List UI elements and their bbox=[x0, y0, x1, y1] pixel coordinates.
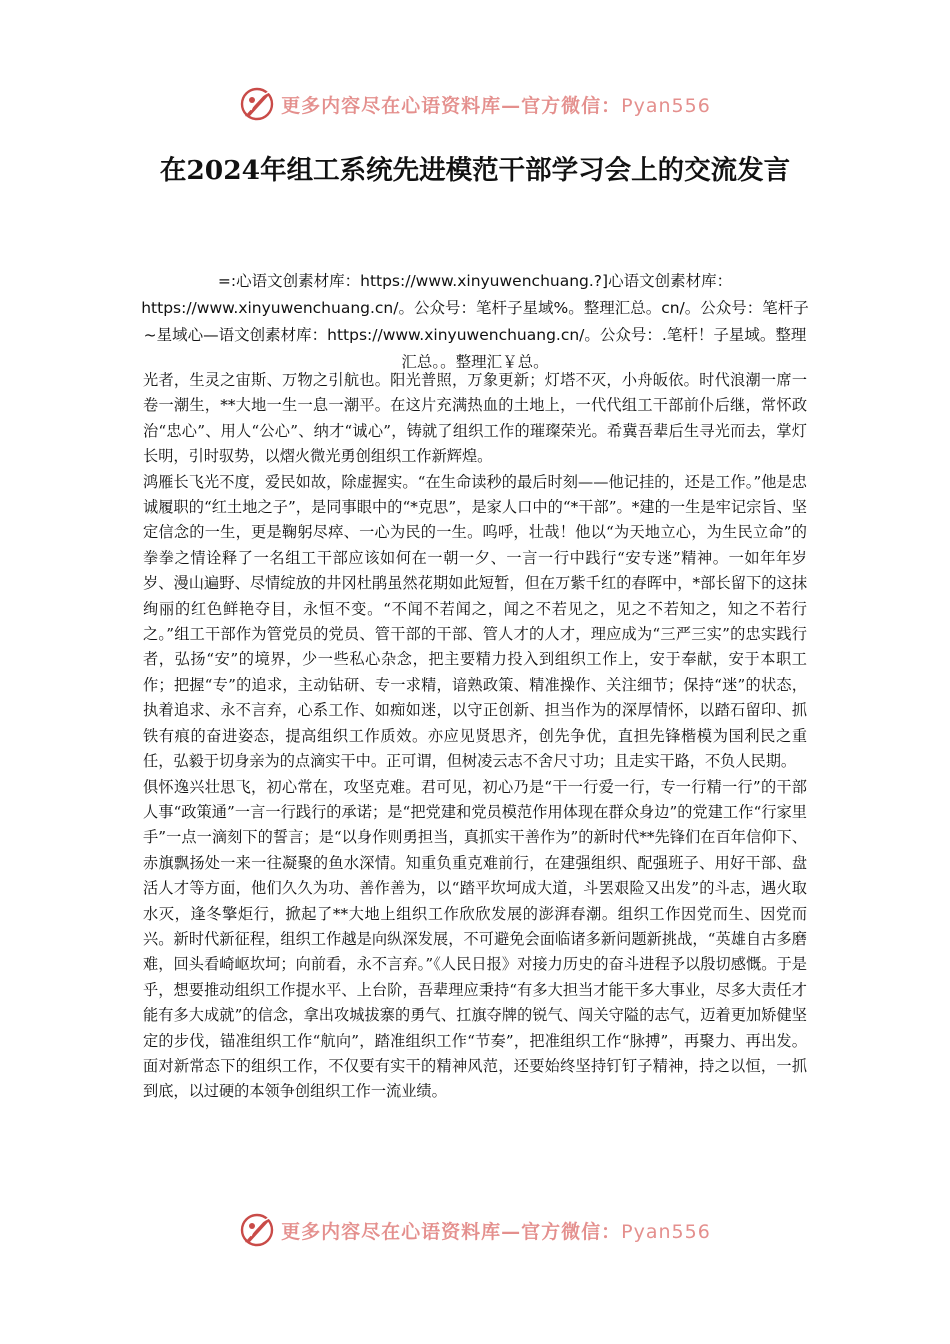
banner-wechat-id: Pyan556 bbox=[621, 1220, 711, 1243]
banner-text-cn: 更多内容尽在心语资料库—官方微信： bbox=[281, 1220, 622, 1243]
header-banner bbox=[0, 84, 950, 124]
body-paragraph: 光者，生灵之宙斯、万物之引航也。阳光普照，万象更新；灯塔不灭，小舟皈依。时代浪潮一席一卷一潮生，**大地一生一息一潮平。在这片充满热血的土地上，一代代组工干部前仆后继，常怀政治“忠心”、用人“公心”、纳才“诚心”，铸就了组织工作的璀璨荣光。希冀吾辈后生寻光而去，掌灯长明，引时驭势，以熠火微光勇创组织工作新辉煌。 bbox=[143, 371, 807, 466]
footer-banner bbox=[0, 1210, 950, 1250]
banner-wechat-id: Pyan556 bbox=[621, 94, 711, 117]
document-body bbox=[143, 368, 807, 1105]
quill-logo-icon bbox=[239, 1212, 275, 1248]
source-line: =:心语文创素材库：https://www.xinyuwenchuang.?]心语文创素材库：https://www.xinyuwenchuang.cn/。公众号：笔杆子星域%。整理汇总。cn/。公众号：笔杆子~星域心—语文创素材库：https://www.xinyuwenchuang.cn/。公众号：.笔杆！子星域。整理汇总。。整理汇￥总。 bbox=[141, 272, 809, 371]
body-paragraph: 鸿雁长飞光不度，爱民如故，除虚握实。“在生命读秒的最后时刻——他记挂的，还是工作。”他是忠诚履职的“红土地之子”，是同事眼中的“*克思”，是家人口中的“*干部”。*建的一生是牢记宗旨、坚定信念的一生，更是鞠躬尽瘁、一心为民的一生。呜呼，壮哉！他以“为天地立心，为生民立命”的拳拳之情诠释了一名组工干部应该如何在一朝一夕、一言一行中践行“安专迷”精神。一如年年岁岁、漫山遍野、尽情绽放的井冈杜鹃虽然花期如此短暂，但在万紫千红的春晖中，*部长留下的这抹绚丽的红色鲜艳夺目，永恒不变。“不闻不若闻之，闻之不若见之，见之不若知之，知之不若行之。”组工干部作为管党员的党员、管干部的干部、管人才的人才，理应成为“三严三实”的忠实践行者，弘扬“安”的境界，少一些私心杂念，把主要精力投入到组织工作上，安于奉献，安于本职工作；把握“专”的追求，主动钻研、专一求精，谙熟政策、精准操作、关注细节；保持“迷”的状态，执着追求、永不言弃，心系工作、如痴如迷，以守正创新、担当作为的深厚情怀，以踏石留印、抓铁有痕的奋进姿态，提高组织工作质效。亦应见贤思齐，创先争优，直担先锋楷模为国利民之重任，弘毅于切身亲为的点滴实干中。正可谓，但树凌云志不舍尺寸功；且走实干路，不负人民期。 bbox=[143, 472, 807, 771]
banner-text-cn: 更多内容尽在心语资料库—官方微信： bbox=[281, 94, 622, 117]
body-paragraph: 俱怀逸兴壮思飞，初心常在，攻坚克难。君可见，初心乃是“干一行爱一行，专一行精一行”的干部人事“政策通”一言一行践行的承诺；是“把党建和党员模范作用体现在群众身边”的党建工作“行家里手”一点一滴刻下的誓言；是“以身作则勇担当，真抓实干善作为”的新时代**先锋们在百年信仰下、赤旗飘扬处一来一往凝聚的鱼水深情。知重负重克难前行，在建强组织、配强班子、用好干部、盘活人才等方面，他们久久为功、善作善为，以“踏平坎坷成大道，斗罢艰险又出发”的斗志，遇火取水灭，逢冬擎炬行，掀起了**大地上组织工作欣欣发展的澎湃春潮。组织工作因党而生、因党而兴。新时代新征程，组织工作越是向纵深发展，不可避免会面临诸多新问题新挑战，“英雄自古多磨难，回头看崎岖坎坷；向前看，永不言弃。”《人民日报》对接力历史的奋斗进程予以殷切感慨。于是乎，想要推动组织工作提水平、上台阶，吾辈理应秉持“有多大担当才能干多大事业，尽多大责任才能有多大成就”的信念，拿出攻城拔寨的勇气、扛旗夺牌的锐气、闯关守隘的志气，迈着更加矫健坚定的步伐，锚准组织工作“航向”，踏准组织工作“节奏”，把准组织工作“脉搏”，再聚力、再出发。面对新常态下的组织工作，不仅要有实干的精神风范，还要始终坚持钉钉子精神，持之以恒，一抓到底，以过硬的本领争创组织工作一流业绩。 bbox=[143, 777, 807, 1101]
quill-logo-icon bbox=[239, 86, 275, 122]
banner-text bbox=[281, 1217, 711, 1244]
document-title: 在2024年组工系统先进模范干部学习会上的交流发言 bbox=[159, 155, 791, 186]
banner-text bbox=[281, 91, 711, 118]
